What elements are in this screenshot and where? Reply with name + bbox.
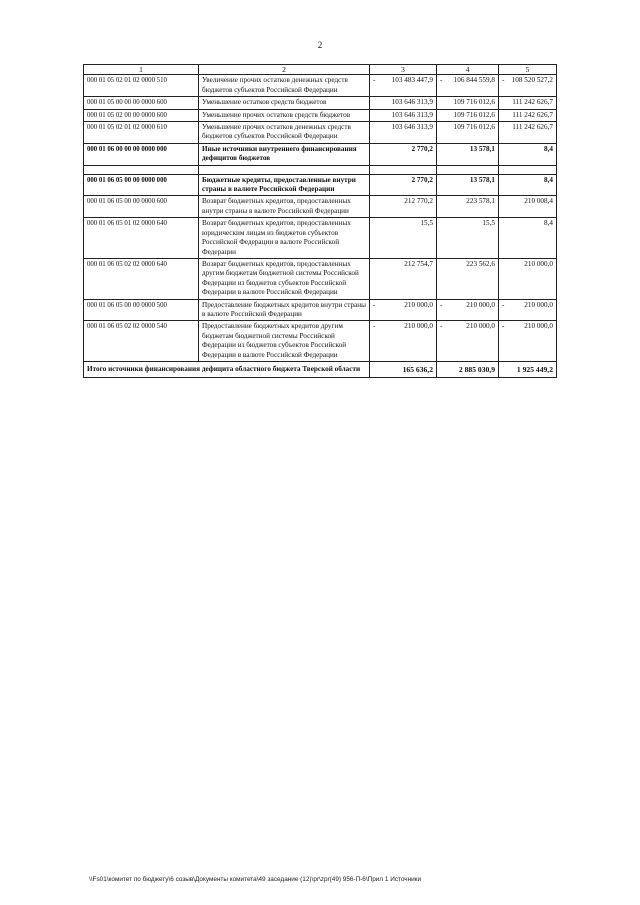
amount-value: 109 716 012,6: [453, 123, 495, 132]
column-header: 5: [499, 65, 557, 75]
source-name: Предоставление бюджетных кредитов внутри страны в валюте Российской Федерации: [199, 299, 370, 321]
source-name: Возврат бюджетных кредитов, предоставленных юридическим лицам из бюджетов субъектов Российской Федерации в валюте Российской Федерации: [199, 218, 370, 259]
table-row: [84, 196, 557, 218]
budget-code: 000 01 06 05 00 00 0000 600: [84, 196, 199, 218]
table-row: [84, 97, 557, 109]
amount-year2: [437, 321, 499, 362]
amount-value: 210 008,4: [524, 197, 553, 206]
amount-year3: [499, 321, 557, 362]
table-row: [84, 122, 557, 144]
page-number: 2: [317, 40, 323, 50]
amount-value: 103 646 313,9: [391, 123, 433, 132]
amount-value: 103 483 447,9: [391, 76, 433, 85]
budget-code: 000 01 06 05 00 00 0000 500: [84, 299, 199, 321]
amount-year2: [437, 122, 499, 144]
amount-value: 8,4: [544, 219, 553, 228]
amount-value: 106 844 559,8: [453, 76, 495, 85]
amount-year1: [370, 196, 437, 218]
source-name: Предоставление бюджетных кредитов другим бюджетам бюджетной системы Российской Федерации из бюджетов субъектов Российской Федерации в валюте Российской Федерации: [199, 321, 370, 362]
amount-year3: [499, 299, 557, 321]
source-name: Возврат бюджетных кредитов, предоставленных внутри страны в валюте Российской Федерации: [199, 196, 370, 218]
source-name: Иные источники внутреннего финансирования дефицитов бюджетов: [199, 143, 370, 165]
amount-value: 8,4: [544, 144, 553, 153]
budget-code: 000 01 05 00 00 00 0000 600: [84, 97, 199, 109]
amount-value: 210 000,0: [524, 322, 553, 331]
total-value-year3: 1 925 449,2: [499, 361, 557, 377]
amount-year3: [499, 97, 557, 109]
amount-year2: [437, 97, 499, 109]
minus-sign: -: [373, 300, 376, 309]
amount-value: 223 562,6: [466, 259, 495, 268]
source-name: Уменьшение остатков средств бюджетов: [199, 97, 370, 109]
amount-year3: [499, 143, 557, 165]
amount-year1: [370, 75, 437, 97]
amount-year1: [370, 143, 437, 165]
amount-year2: [437, 299, 499, 321]
total-row: [84, 361, 557, 377]
financing-sources-table: [83, 64, 557, 378]
amount-value: 109 716 012,6: [453, 98, 495, 107]
column-header: 4: [437, 65, 499, 75]
budget-code: 000 01 05 02 00 00 0000 600: [84, 109, 199, 121]
spacer-cell: [437, 165, 499, 174]
minus-sign: -: [373, 322, 376, 331]
amount-year2: [437, 75, 499, 97]
source-name: Возврат бюджетных кредитов, предоставленных другим бюджетам бюджетной системы Российской Федерации из бюджетов субъектов Российской Федерации в валюте Российской Федерации: [199, 258, 370, 299]
minus-sign: -: [440, 322, 443, 331]
column-header: 1: [84, 65, 199, 75]
minus-sign: -: [440, 300, 443, 309]
minus-sign: -: [502, 322, 505, 331]
table-row: [84, 75, 557, 97]
file-path-footer: \\Fs01\комитет по бюджету\6 созыв\Документы комитета\49 заседание (12)\pr\zpr(49) 956-П-6\Прил 1 Источники: [89, 876, 422, 883]
column-header: 3: [370, 65, 437, 75]
amount-value: 210 000,0: [524, 259, 553, 268]
amount-value: 210 000,0: [404, 322, 433, 331]
amount-value: 212 754,7: [404, 259, 433, 268]
total-label: Итого источники финансирования дефицита областного бюджета Тверской области: [84, 361, 370, 377]
amount-year3: [499, 218, 557, 259]
spacer-row: [84, 165, 557, 174]
minus-sign: -: [440, 76, 443, 85]
source-name: Увеличение прочих остатков денежных средств бюджетов субъектов Российской Федерации: [199, 75, 370, 97]
amount-year1: [370, 109, 437, 121]
amount-value: 111 242 626,7: [512, 110, 553, 119]
amount-year3: [499, 174, 557, 196]
amount-year2: [437, 196, 499, 218]
source-name: Уменьшение прочих остатков денежных средств бюджетов субъектов Российской Федерации: [199, 122, 370, 144]
budget-code: 000 01 06 05 02 02 0000 540: [84, 321, 199, 362]
budget-code: 000 01 06 05 01 02 0000 640: [84, 218, 199, 259]
table-header-row: [84, 65, 557, 75]
amount-value: 2 770,2: [411, 175, 433, 184]
amount-value: 212 770,2: [404, 197, 433, 206]
spacer-cell: [370, 165, 437, 174]
amount-value: 210 000,0: [466, 300, 495, 309]
amount-value: 210 000,0: [466, 322, 495, 331]
amount-year3: [499, 75, 557, 97]
budget-code: 000 01 05 02 01 02 0000 610: [84, 122, 199, 144]
amount-value: 111 242 626,7: [512, 98, 553, 107]
amount-year2: [437, 174, 499, 196]
amount-value: 2 770,2: [411, 144, 433, 153]
amount-year1: [370, 299, 437, 321]
budget-code: 000 01 06 00 00 00 0000 000: [84, 143, 199, 165]
budget-code: 000 01 05 02 01 02 0000 510: [84, 75, 199, 97]
amount-value: 210 000,0: [524, 300, 553, 309]
total-value-year1: 165 636,2: [370, 361, 437, 377]
amount-value: 111 242 626,7: [512, 123, 553, 132]
amount-year1: [370, 97, 437, 109]
table-row: [84, 218, 557, 259]
amount-year3: [499, 122, 557, 144]
amount-value: 8,4: [544, 175, 553, 184]
table-row: [84, 321, 557, 362]
amount-year1: [370, 258, 437, 299]
amount-value: 223 578,1: [466, 197, 495, 206]
table-row: [84, 258, 557, 299]
minus-sign: -: [502, 76, 505, 85]
amount-year3: [499, 196, 557, 218]
minus-sign: -: [502, 300, 505, 309]
source-name: Бюджетные кредиты, предоставленные внутри страны в валюте Российской Федерации: [199, 174, 370, 196]
amount-value: 108 520 527,2: [511, 76, 553, 85]
column-header: 2: [199, 65, 370, 75]
amount-year1: [370, 321, 437, 362]
amount-year1: [370, 218, 437, 259]
amount-value: 15,5: [482, 219, 495, 228]
amount-year2: [437, 258, 499, 299]
amount-year2: [437, 143, 499, 165]
budget-code: 000 01 06 05 02 02 0000 640: [84, 258, 199, 299]
budget-code: 000 01 06 05 00 00 0000 000: [84, 174, 199, 196]
amount-year3: [499, 258, 557, 299]
amount-year2: [437, 218, 499, 259]
table-body: [84, 75, 557, 378]
amount-year1: [370, 122, 437, 144]
table-row: [84, 299, 557, 321]
amount-value: 103 646 313,9: [391, 98, 433, 107]
amount-value: 210 000,0: [404, 300, 433, 309]
amount-year3: [499, 109, 557, 121]
spacer-cell: [499, 165, 557, 174]
amount-value: 15,5: [420, 219, 433, 228]
table-row: [84, 143, 557, 165]
amount-year2: [437, 109, 499, 121]
amount-year1: [370, 174, 437, 196]
amount-value: 13 578,1: [469, 175, 495, 184]
source-name: Уменьшение прочих остатков средств бюджетов: [199, 109, 370, 121]
amount-value: 109 716 012,6: [453, 110, 495, 119]
spacer-cell: [199, 165, 370, 174]
minus-sign: -: [373, 76, 376, 85]
spacer-cell: [84, 165, 199, 174]
amount-value: 103 646 313,9: [391, 110, 433, 119]
total-value-year2: 2 885 030,9: [437, 361, 499, 377]
table-row: [84, 109, 557, 121]
amount-value: 13 578,1: [469, 144, 495, 153]
table-row: [84, 174, 557, 196]
